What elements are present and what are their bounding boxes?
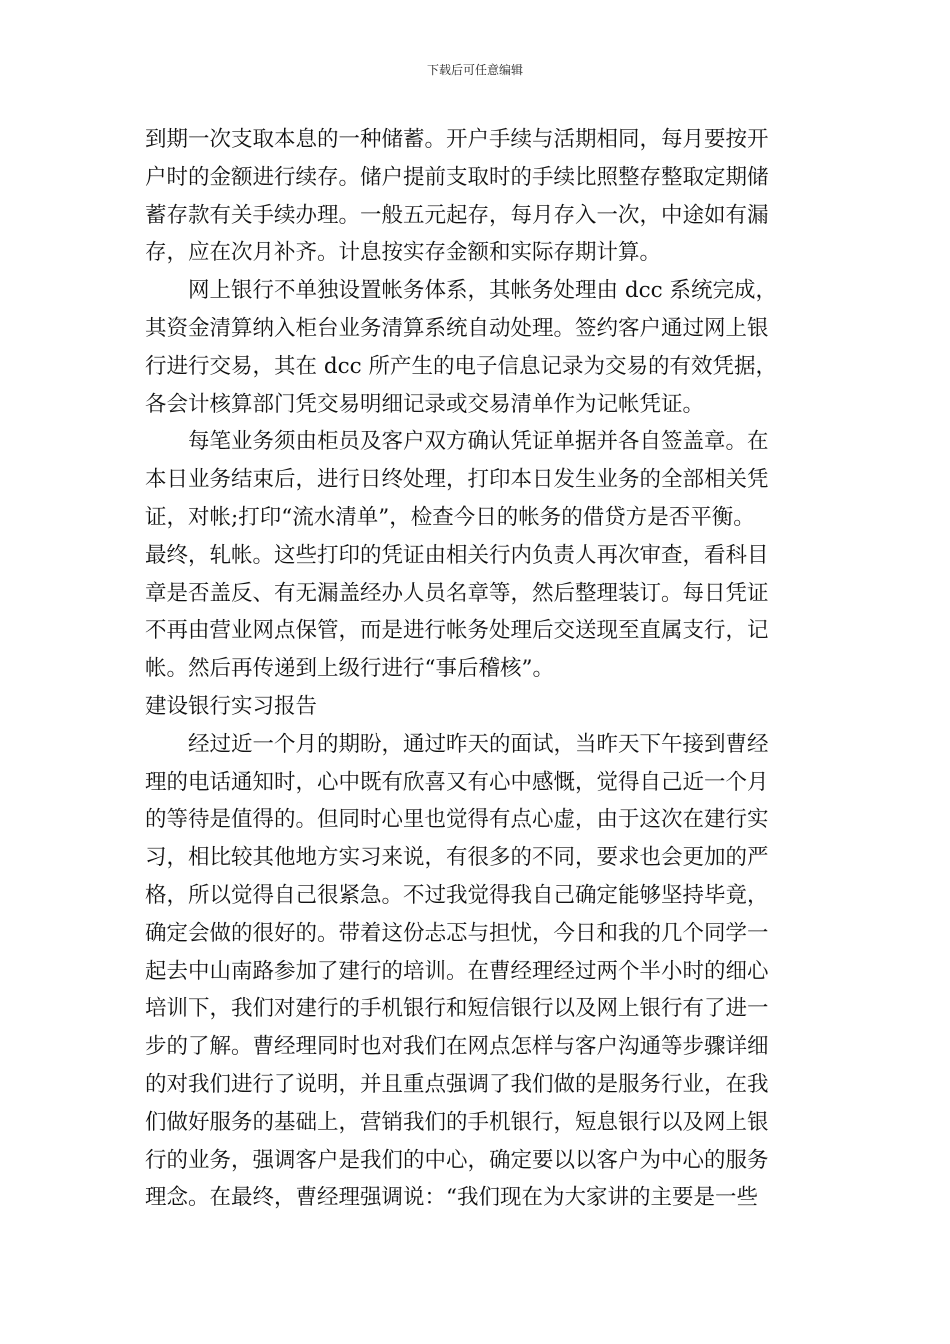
text-line: 经过近一个月的期盼，通过昨天的面试，当昨天下午接到曹经	[188, 731, 769, 757]
text-line: 习，相比较其他地方实习来说，有很多的不同，要求也会更加的严	[145, 845, 769, 871]
document-body	[145, 121, 809, 1217]
text-line: 理的电话通知时，心中既有欣喜又有心中感慨，觉得自己近一个月	[145, 769, 769, 795]
text-line: 最终，轧帐。这些打印的凭证由相关行内负责人再次审查，看科目	[145, 542, 769, 568]
text-line: 网上银行不单独设置帐务体系，其帐务处理由 dcc 系统完成，	[188, 278, 778, 304]
text-line: 证，对帐;打印“流水清单”，检查今日的帐务的借贷方是否平衡。	[145, 504, 755, 530]
text-line: 各会计核算部门凭交易明细记录或交易清单作为记帐凭证。	[145, 391, 705, 417]
text-line: 理念。在最终，曹经理强调说：“我们现在为大家讲的主要是一些	[145, 1185, 758, 1211]
text-line: 每笔业务须由柜员及客户双方确认凭证单据并各自签盖章。在	[188, 429, 769, 455]
text-line: 户时的金额进行续存。储户提前支取时的手续比照整存整取定期储	[145, 164, 769, 190]
text-line: 起去中山南路参加了建行的培训。在曹经理经过两个半小时的细心	[145, 958, 769, 984]
text-line: 建设银行实习报告	[145, 693, 318, 719]
page-header-note: 下载后可任意编辑	[426, 63, 523, 77]
text-line: 帐。然后再传递到上级行进行“事后稽核”。	[145, 656, 554, 682]
text-line: 本日业务结束后，进行日终处理，打印本日发生业务的全部相关凭	[145, 467, 769, 493]
text-line: 培训下，我们对建行的手机银行和短信银行以及网上银行有了进一	[145, 996, 769, 1022]
text-line: 格，所以觉得自己很紧急。不过我觉得我自己确定能够坚持毕竟，	[145, 882, 769, 908]
text-line: 的对我们进行了说明，并且重点强调了我们做的是服务行业，在我	[145, 1071, 769, 1097]
text-line: 其资金清算纳入柜台业务清算系统自动处理。签约客户通过网上银	[145, 315, 769, 341]
text-line: 章是否盖反、有无漏盖经办人员名章等，然后整理装订。每日凭证	[145, 580, 769, 606]
text-line: 到期一次支取本息的一种储蓄。开户手续与活期相同，每月要按开	[145, 127, 769, 152]
text-line: 蓄存款有关手续办理。一般五元起存，每月存入一次，中途如有漏	[145, 202, 769, 228]
text-line: 确定会做的很好的。带着这份忐忑与担忧，今日和我的几个同学一	[145, 920, 769, 946]
text-line: 们做好服务的基础上，营销我们的手机银行，短息银行以及网上银	[145, 1109, 769, 1135]
text-line: 行的业务，强调客户是我们的中心，确定要以以客户为中心的服务	[145, 1147, 769, 1173]
text-line: 步的了解。曹经理同时也对我们在网点怎样与客户沟通等步骤详细	[145, 1034, 769, 1060]
text-line: 不再由营业网点保管，而是进行帐务处理后交送现至直属支行，记	[145, 618, 769, 644]
text-line: 的等待是值得的。但同时心里也觉得有点心虚，由于这次在建行实	[145, 807, 769, 833]
text-line: 存，应在次月补齐。计息按实存金额和实际存期计算。	[145, 240, 662, 266]
text-line: 行进行交易，其在 dcc 所产生的电子信息记录为交易的有效凭据，	[145, 353, 778, 379]
